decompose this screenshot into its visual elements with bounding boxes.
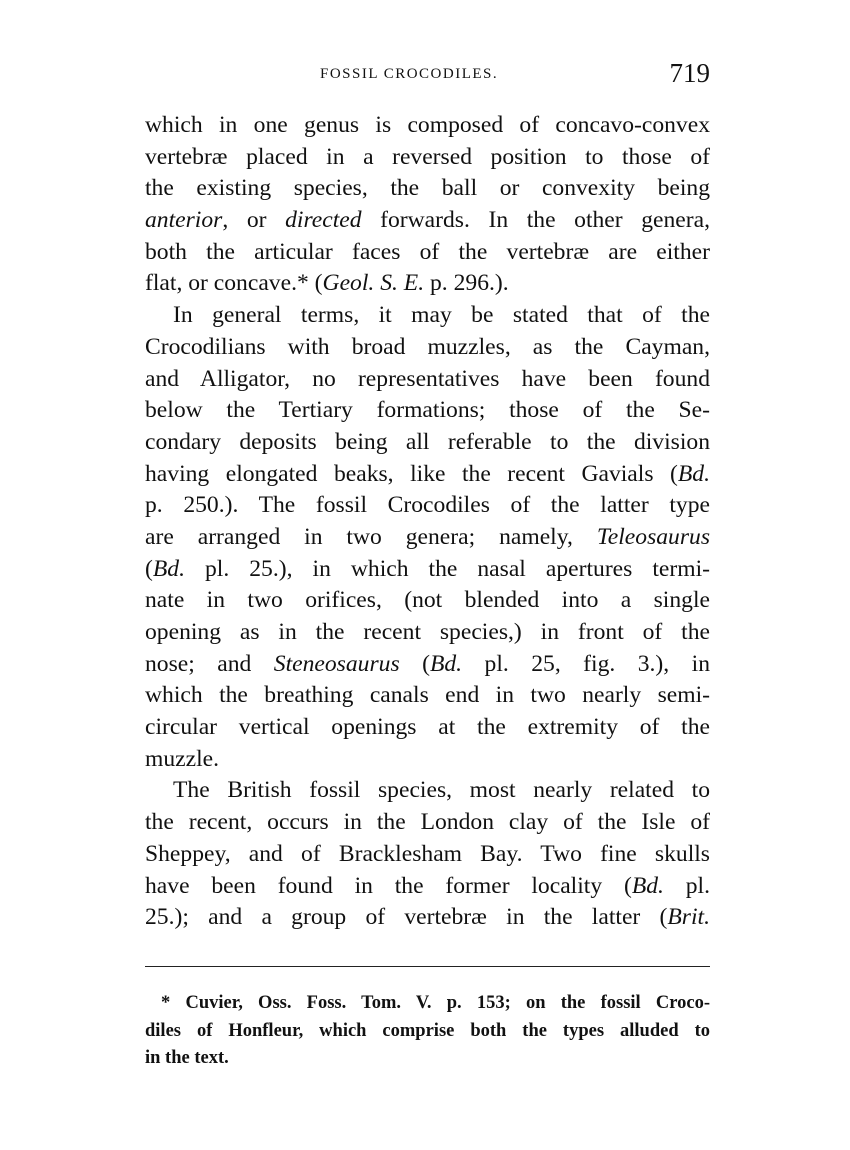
italic-run: Brit. <box>667 904 710 931</box>
text-line: below the Tertiary formations; those of the Se- <box>145 397 710 424</box>
text-line: In general terms, it may be stated that of the <box>173 302 710 329</box>
italic-run: anterior <box>145 207 223 234</box>
text-line: which in one genus is composed of concavo-convex <box>145 112 710 138</box>
italic-run: Bd. <box>152 555 185 582</box>
text-line: 25.); and a group of vertebræ in the latter (Brit. <box>145 904 710 931</box>
text-line: p. 250.). The fossil Crocodiles of the latter type <box>145 492 710 519</box>
text-line: both the articular faces of the vertebræ are either <box>145 238 710 265</box>
footnote-line: * Cuvier, Oss. Foss. Tom. V. p. 153; on the fossil Croco- <box>161 993 710 1013</box>
text-line: anterior, or directed forwards. In the other genera, <box>145 207 710 234</box>
italic-run: Geol. S. E. <box>322 270 425 297</box>
footnote-line: diles of Honfleur, which comprise both the types alluded to <box>145 1020 710 1041</box>
italic-run: Bd. <box>677 460 710 487</box>
italic-run: Steneosaurus <box>273 650 400 677</box>
text-line: The British fossil species, most nearly related to <box>173 777 710 804</box>
text-line: opening as in the recent species,) in front of the <box>145 619 710 645</box>
text-line: and Alligator, no representatives have been found <box>145 365 710 392</box>
running-head <box>145 58 710 92</box>
italic-run: Bd. <box>631 872 664 899</box>
text-line: are arranged in two genera; namely, Teleosaurus <box>145 523 710 550</box>
body-text <box>145 110 710 934</box>
text-line: which the breathing canals end in two nearly semi- <box>145 682 710 709</box>
italic-run: Teleosaurus <box>596 523 710 550</box>
text-line: muzzle. <box>145 745 220 772</box>
text-line: the recent, occurs in the London clay of the Isle of <box>145 809 710 836</box>
text-line: have been found in the former locality (Bd. pl. <box>145 872 710 899</box>
text-line: flat, or concave.* (Geol. S. E. p. 296.). <box>145 270 509 297</box>
text-line: nose; and Steneosaurus (Bd. pl. 25, fig. 3.), in <box>145 650 711 677</box>
text-line: Sheppey, and of Bracklesham Bay. Two fine skulls <box>145 840 710 867</box>
footnote-line: in the text. <box>145 1048 229 1068</box>
footnote <box>145 990 710 1073</box>
page-number: 719 <box>669 58 710 88</box>
text-line: nate in two orifices, (not blended into a single <box>145 587 710 614</box>
footnote-rule <box>145 966 710 967</box>
text-line: vertebræ placed in a reversed position to those of <box>145 143 710 170</box>
text-line: condary deposits being all referable to the division <box>145 428 710 455</box>
text-line: Crocodilians with broad muzzles, as the Cayman, <box>145 333 710 360</box>
text-line: (Bd. pl. 25.), in which the nasal apertures termi- <box>145 555 710 582</box>
text-line: having elongated beaks, like the recent Gavials (Bd. <box>145 460 710 487</box>
text-line: the existing species, the ball or convexity being <box>145 175 710 202</box>
italic-run: directed <box>285 207 362 234</box>
text-line: circular vertical openings at the extremity of the <box>145 714 710 741</box>
running-title: FOSSIL CROCODILES. <box>320 66 499 82</box>
italic-run: Bd. <box>429 650 463 677</box>
